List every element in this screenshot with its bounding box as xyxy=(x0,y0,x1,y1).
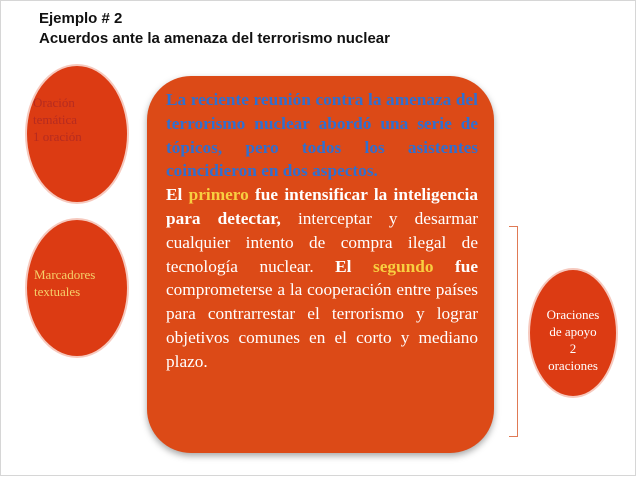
slide-heading xyxy=(39,9,390,49)
sentence1-bold: fue intensificar la inteligencia para detectar, xyxy=(166,185,478,228)
support-label-line: de apoyo xyxy=(549,324,597,339)
support-label-line: Oraciones xyxy=(546,307,600,322)
topic-label-line: 1 oración xyxy=(33,129,82,144)
sentence1-rest: interceptar y desarmar cualquier intento de compra ilegal de tecnología nuclear. xyxy=(166,208,478,276)
topic-label-line: Oración xyxy=(33,95,75,110)
markers-label-line: textuales xyxy=(34,284,81,299)
support-label-line: oraciones xyxy=(548,358,598,373)
sentence2-article: El xyxy=(335,256,352,276)
sentence2-rest: comprometerse a la cooperación entre países para contrarrestar el terrorismo y lograr objetivos comunes en el corto y mediano plazo. xyxy=(166,280,478,371)
topic-label-line: temática xyxy=(33,112,78,127)
supporting-sentences-bracket xyxy=(509,226,518,437)
supporting-sentences-label xyxy=(530,306,616,374)
topic-sentence: La reciente reunión contra la amenaza del terrorismo nuclear abordó una serie de tópicos, pero todos los asistentes coincidieron en dos aspectos. xyxy=(166,90,478,181)
example-number: Ejemplo # 2 xyxy=(39,10,123,27)
marker-segundo: segundo xyxy=(372,256,434,276)
sentence2-verb: fue xyxy=(454,256,479,276)
sentence1-article: El xyxy=(166,185,183,205)
main-paragraph xyxy=(166,88,478,374)
markers-label-line: Marcadores xyxy=(34,267,96,282)
marker-primero: primero xyxy=(188,185,249,205)
support-label-line: 2 xyxy=(569,341,577,356)
markers-label xyxy=(34,266,124,300)
topic-sentence-label xyxy=(33,94,123,145)
slide-title: Acuerdos ante la amenaza del terrorismo nuclear xyxy=(39,30,390,47)
